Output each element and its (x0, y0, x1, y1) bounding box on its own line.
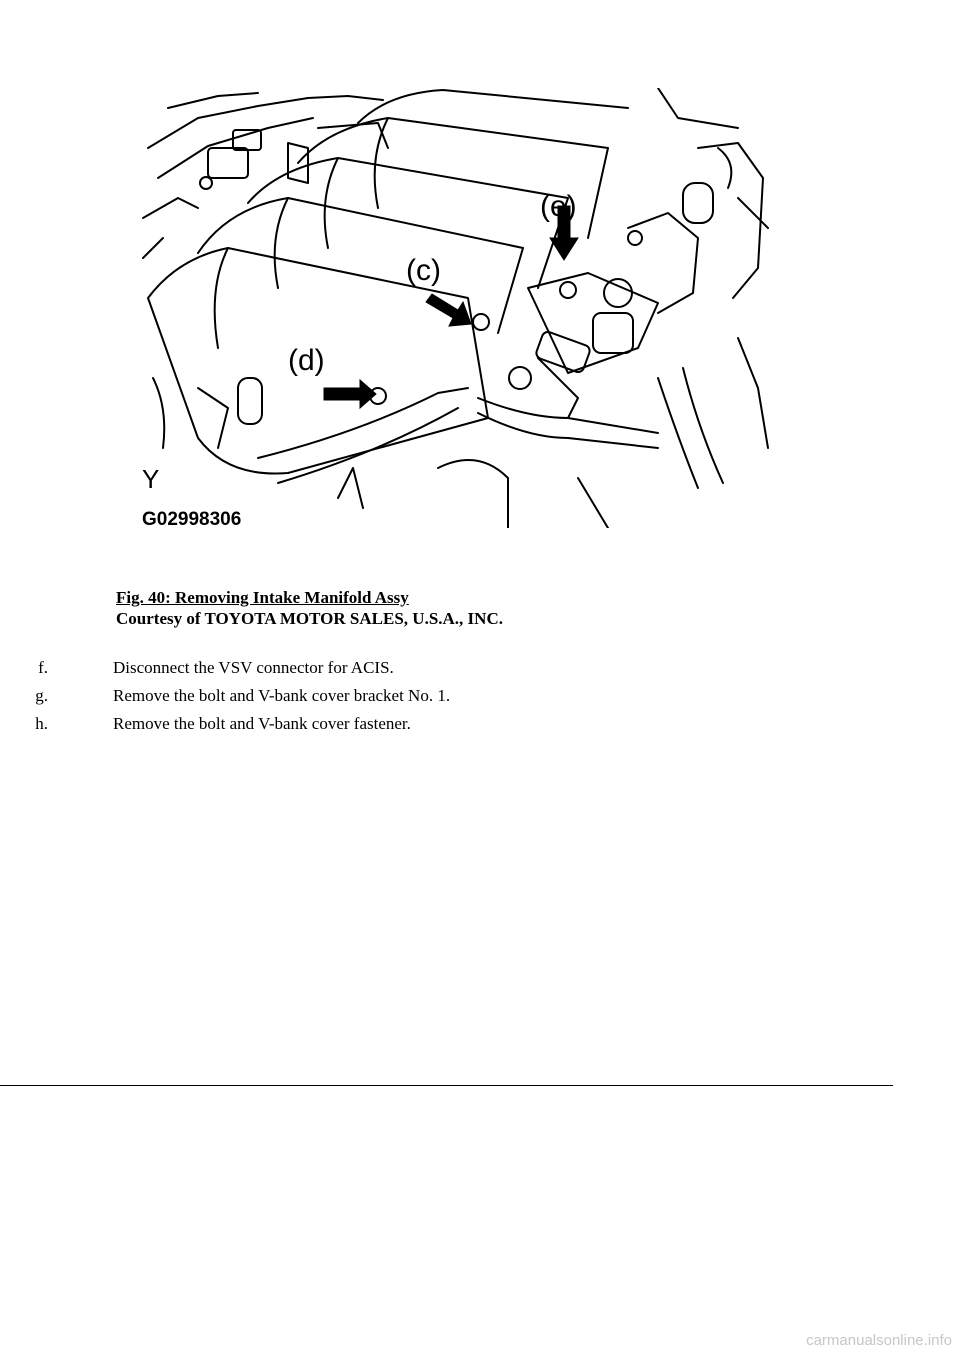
list-item (0, 710, 900, 738)
view-letter-label: Y (142, 464, 160, 494)
list-item (0, 682, 900, 710)
watermark-text: carmanualsonline.info (806, 1332, 952, 1349)
page-footer-divider (0, 1085, 893, 1086)
step-text: Remove the bolt and V-bank cover bracket No. 1. (113, 686, 451, 705)
figure-engine-illustration (138, 88, 770, 528)
figure-caption (116, 587, 503, 629)
callout-c-label: (c) (406, 254, 441, 287)
figure-title: Fig. 40: Removing Intake Manifold Assy (116, 588, 409, 607)
step-marker: h. (35, 714, 48, 733)
figure-credit: Courtesy of TOYOTA MOTOR SALES, U.S.A., INC. (116, 609, 503, 628)
step-marker: g. (35, 686, 48, 705)
step-text: Disconnect the VSV connector for ACIS. (113, 658, 394, 677)
engine-line-drawing (138, 88, 770, 528)
callout-e-label: (e) (540, 190, 577, 223)
step-text: Remove the bolt and V-bank cover fastener. (113, 714, 411, 733)
figure-code-label: G02998306 (142, 509, 242, 528)
procedure-steps-list (0, 654, 900, 738)
list-item (0, 654, 900, 682)
step-marker: f. (38, 658, 48, 677)
callout-d-label: (d) (288, 344, 325, 377)
